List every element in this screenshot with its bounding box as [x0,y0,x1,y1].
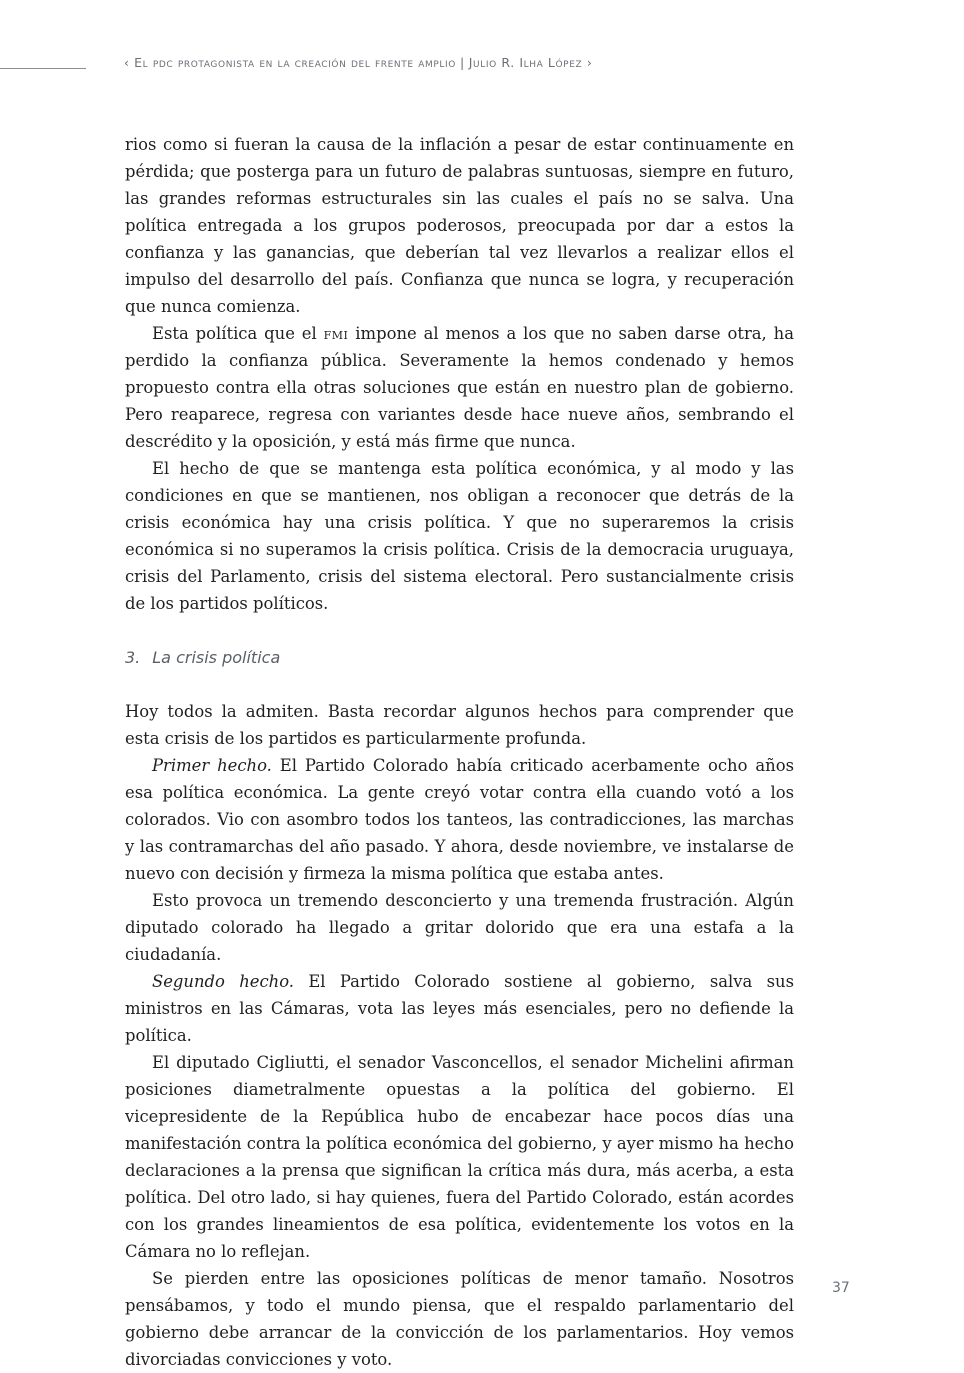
paragraph-7 [125,968,794,1049]
body-text [125,131,794,1373]
first-fact-lead: Primer hecho. [152,756,272,775]
running-header [124,55,824,70]
section-title: La crisis política [152,648,281,667]
paragraph-7-text: El Partido Colorado sostiene al gobierno, salva sus ministros en las Cámaras, vota las leyes más esenciales, pero no defiende la política. [125,972,794,1045]
header-rule [0,68,86,69]
page-number: 37 [832,1280,850,1296]
second-fact-lead: Segundo hecho. [152,972,295,991]
header-separator: | [459,55,465,70]
section-heading [125,644,794,671]
header-author: Julio R. Ilha López › [468,55,593,70]
paragraph-9: Se pierden entre las oposiciones políticas de menor tamaño. Nosotros pensábamos, y todo el mundo piensa, que el respaldo parlamentario del gobierno debe arrancar de la convicción de los parlamentarios. Hoy vemos divorciadas convicciones y voto. [125,1269,794,1369]
header-book-title: ‹ El pdc protagonista en la creación del frente amplio [124,55,456,70]
paragraph-5 [125,752,794,887]
paragraph-2 [125,320,794,455]
paragraph-2-part-2: impone al menos a los que no saben darse otra, ha perdido la confianza pública. Severamente la hemos condenado y hemos propuesto contra ella otras soluciones que están en nuestro plan de gobierno. Pero reaparece, regresa con variantes desde hace nueve años, sembrando el descrédito y la oposición, y está más firme que nunca. [125,324,794,451]
paragraph-6: Esto provoca un tremendo desconcierto y una tremenda frustración. Algún diputado colorado ha llegado a gritar dolorido que era una estafa a la ciudadanía. [125,891,794,964]
paragraph-2-part-1: Esta política que el [152,324,324,343]
paragraph-8: El diputado Cigliutti, el senador Vasconcellos, el senador Michelini afirman posiciones diametralmente opuestas a la política del gobierno. El vicepresidente de la República hubo de encabezar hace pocos días una manifestación contra la política económica del gobierno, y ayer mismo ha hecho declaraciones a la prensa que significan la crítica más dura, más acerba, a esta política. Del otro lado, si hay quienes, fuera del Partido Colorado, están acordes con los grandes lineamientos de esa política, evidentemente los votos en la Cámara no lo reflejan. [125,1053,794,1261]
fmi-abbreviation: fmi [323,324,349,343]
paragraph-1: rios como si fueran la causa de la inflación a pesar de estar continuamente en pérdida; que posterga para un futuro de palabras suntuosas, siempre en futuro, las grandes reformas estructurales sin las cuales el país no se salva. Una política entregada a los grupos poderosos, preocupada por dar a estos la confianza y las ganancias, que deberían tal vez llevarlos a realizar ellos el impulso del desarrollo del país. Confianza que nunca se logra, y recuperación que nunca comienza. [125,135,794,316]
paragraph-3: El hecho de que se mantenga esta política económica, y al modo y las condiciones en que se mantienen, nos obligan a reconocer que detrás de la crisis económica hay una crisis política. Y que no superaremos la crisis económica si no superamos la crisis política. Crisis de la democracia uruguaya, crisis del Parlamento, crisis del sistema electoral. Pero sustancialmente crisis de los partidos políticos. [125,459,794,613]
paragraph-4: Hoy todos la admiten. Basta recordar algunos hechos para comprender que esta crisis de los partidos es particularmente profunda. [125,702,794,748]
section-number: 3. [125,648,141,667]
paragraph-5-text: El Partido Colorado había criticado acerbamente ocho años esa política económica. La gente creyó votar contra ella cuando votó a los colorados. Vio con asombro todos los tanteos, las contradicciones, las marchas y las contramarchas del año pasado. Y ahora, desde noviembre, ve instalarse de nuevo con decisión y firmeza la misma política que estaba antes. [125,756,794,883]
